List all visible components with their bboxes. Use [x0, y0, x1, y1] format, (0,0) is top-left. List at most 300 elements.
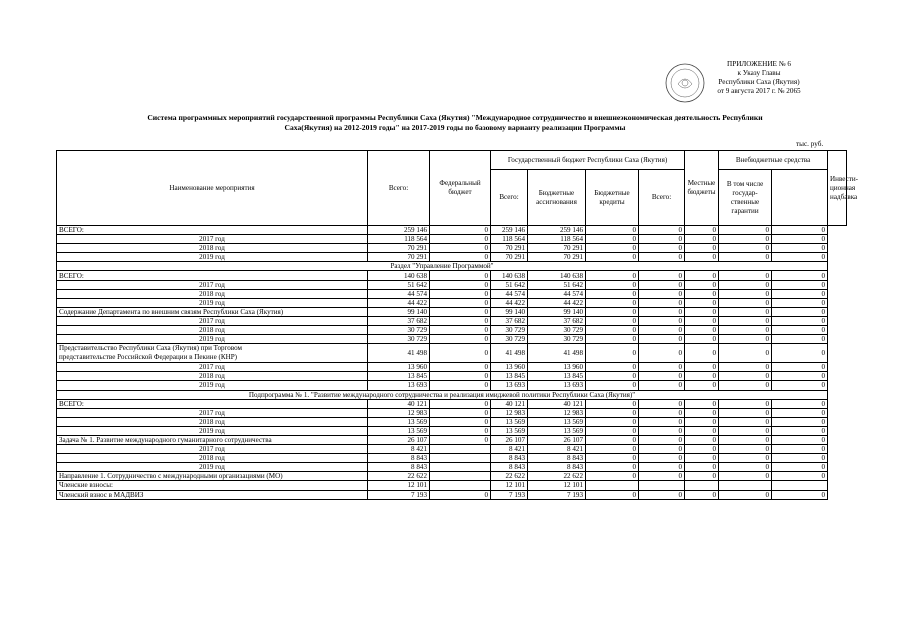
value-cell: 13 569	[491, 426, 528, 435]
value-cell: 37 682	[491, 316, 528, 325]
header-state-total: Всего:	[491, 170, 528, 226]
year-label: 2019 год	[57, 463, 368, 472]
value-cell	[430, 454, 491, 463]
value-cell: 0	[639, 253, 685, 262]
value-cell: 0	[772, 316, 828, 325]
value-cell: 0	[430, 372, 491, 381]
value-cell: 0	[430, 271, 491, 280]
value-cell: 0	[719, 472, 772, 481]
value-cell: 7 193	[528, 490, 586, 499]
value-cell: 0	[772, 381, 828, 390]
value-cell: 44 422	[528, 298, 586, 307]
table-row	[57, 490, 847, 499]
value-cell: 8 843	[528, 454, 586, 463]
value-cell: 0	[586, 226, 639, 235]
value-cell: 0	[586, 472, 639, 481]
value-cell: 41 498	[491, 344, 528, 363]
value-cell: 0	[430, 381, 491, 390]
value-cell: 13 569	[491, 417, 528, 426]
value-cell: 0	[639, 235, 685, 244]
value-cell: 0	[772, 344, 828, 363]
value-cell: 30 729	[368, 335, 430, 344]
value-cell: 0	[719, 289, 772, 298]
value-cell: 0	[772, 280, 828, 289]
year-label: 2018 год	[57, 372, 368, 381]
activity-name: Членские взносы:	[57, 481, 368, 490]
value-cell: 0	[685, 326, 719, 335]
value-cell: 22 622	[528, 472, 586, 481]
value-cell: 0	[719, 372, 772, 381]
value-cell: 51 642	[491, 280, 528, 289]
table-body	[57, 226, 847, 500]
value-cell: 0	[586, 271, 639, 280]
value-cell: 0	[772, 408, 828, 417]
value-cell: 0	[685, 417, 719, 426]
value-cell: 0	[586, 399, 639, 408]
value-cell: 259 146	[368, 226, 430, 235]
annex-line-4: от 9 августа 2017 г. № 2065	[717, 87, 801, 95]
value-cell: 0	[719, 316, 772, 325]
activity-name: ВСЕГО:	[57, 226, 368, 235]
value-cell: 140 638	[528, 271, 586, 280]
table-row	[57, 244, 847, 253]
value-cell: 41 498	[368, 344, 430, 363]
title-line-1: Система программных мероприятий государственной программы Республики Саха (Якутия) "Международное сотрудничество и внешнеэкономическая деятельность Республики	[147, 113, 763, 122]
value-cell: 41 498	[528, 344, 586, 363]
annex-block	[664, 60, 814, 106]
table-row	[57, 262, 847, 271]
value-cell: 0	[719, 344, 772, 363]
value-cell: 26 107	[368, 435, 430, 444]
activity-name-line-2: представительстве Российской Федерации в Пекине (КНР)	[59, 353, 238, 362]
value-cell: 40 121	[491, 399, 528, 408]
value-cell: 0	[685, 363, 719, 372]
value-cell: 0	[430, 235, 491, 244]
table-row	[57, 481, 847, 490]
value-cell: 12 983	[368, 408, 430, 417]
value-cell: 0	[430, 363, 491, 372]
value-cell: 0	[586, 326, 639, 335]
value-cell: 13 569	[368, 417, 430, 426]
value-cell: 0	[772, 426, 828, 435]
value-cell: 30 729	[491, 326, 528, 335]
value-cell: 0	[685, 226, 719, 235]
value-cell: 0	[586, 363, 639, 372]
value-cell: 0	[639, 335, 685, 344]
program-table	[56, 150, 859, 500]
value-cell: 30 729	[368, 326, 430, 335]
value-cell: 44 574	[528, 289, 586, 298]
value-cell: 0	[430, 335, 491, 344]
value-cell: 51 642	[368, 280, 430, 289]
value-cell: 0	[719, 326, 772, 335]
value-cell: 0	[430, 417, 491, 426]
value-cell: 0	[430, 307, 491, 316]
value-cell: 0	[719, 363, 772, 372]
value-cell: 0	[639, 445, 685, 454]
year-label: 2019 год	[57, 253, 368, 262]
value-cell: 0	[685, 399, 719, 408]
value-cell: 0	[719, 244, 772, 253]
value-cell: 0	[719, 298, 772, 307]
value-cell: 0	[772, 271, 828, 280]
value-cell: 0	[685, 335, 719, 344]
value-cell	[772, 481, 828, 490]
value-cell: 0	[719, 271, 772, 280]
table-row	[57, 390, 847, 399]
value-cell: 0	[586, 490, 639, 499]
table-row	[57, 280, 847, 289]
value-cell: 0	[685, 426, 719, 435]
table-row	[57, 454, 847, 463]
year-label: 2018 год	[57, 454, 368, 463]
value-cell: 13 693	[528, 381, 586, 390]
value-cell: 70 291	[528, 244, 586, 253]
activity-name: ВСЕГО:	[57, 399, 368, 408]
year-label: 2017 год	[57, 363, 368, 372]
value-cell: 0	[719, 335, 772, 344]
value-cell: 99 140	[491, 307, 528, 316]
value-cell: 0	[685, 435, 719, 444]
value-cell: 0	[639, 417, 685, 426]
value-cell: 0	[685, 381, 719, 390]
value-cell: 0	[586, 417, 639, 426]
activity-name	[57, 344, 368, 363]
value-cell: 0	[430, 298, 491, 307]
table-row	[57, 344, 847, 363]
section-heading: Раздел "Управление Программой"	[57, 262, 828, 271]
value-cell: 140 638	[491, 271, 528, 280]
value-cell: 0	[639, 316, 685, 325]
value-cell: 37 682	[528, 316, 586, 325]
value-cell: 0	[586, 235, 639, 244]
value-cell: 0	[430, 226, 491, 235]
value-cell	[586, 481, 639, 490]
value-cell: 0	[772, 363, 828, 372]
table-row	[57, 408, 847, 417]
value-cell: 12 983	[528, 408, 586, 417]
table-row	[57, 381, 847, 390]
value-cell: 13 845	[528, 372, 586, 381]
value-cell: 259 146	[528, 226, 586, 235]
value-cell: 0	[586, 445, 639, 454]
value-cell: 99 140	[528, 307, 586, 316]
value-cell: 0	[586, 244, 639, 253]
header-total: Всего:	[368, 151, 430, 226]
annex-line-2: к Указу Главы	[737, 69, 781, 77]
activity-name: Содержание Департамента по внешним связям Республики Саха (Якутия)	[57, 307, 368, 316]
table-row	[57, 307, 847, 316]
year-label: 2019 год	[57, 426, 368, 435]
value-cell: 44 422	[368, 298, 430, 307]
value-cell: 0	[772, 372, 828, 381]
value-cell: 12 101	[528, 481, 586, 490]
value-cell: 0	[639, 399, 685, 408]
value-cell: 70 291	[491, 244, 528, 253]
value-cell: 70 291	[491, 253, 528, 262]
table-row	[57, 289, 847, 298]
value-cell: 0	[639, 289, 685, 298]
value-cell: 0	[639, 307, 685, 316]
value-cell: 0	[639, 344, 685, 363]
value-cell: 0	[685, 298, 719, 307]
value-cell: 0	[586, 463, 639, 472]
year-label: 2017 год	[57, 445, 368, 454]
value-cell: 118 564	[491, 235, 528, 244]
value-cell: 0	[685, 490, 719, 499]
value-cell: 0	[430, 280, 491, 289]
value-cell: 0	[586, 372, 639, 381]
value-cell: 8 421	[491, 445, 528, 454]
value-cell: 8 421	[528, 445, 586, 454]
table-row	[57, 253, 847, 262]
value-cell: 0	[719, 435, 772, 444]
value-cell: 0	[719, 280, 772, 289]
activity-name: Членский взнос в МАДВИЗ	[57, 490, 368, 499]
value-cell: 0	[430, 253, 491, 262]
value-cell: 0	[586, 298, 639, 307]
year-label: 2018 год	[57, 289, 368, 298]
value-cell: 0	[685, 445, 719, 454]
value-cell: 0	[639, 298, 685, 307]
value-cell: 0	[586, 289, 639, 298]
value-cell: 13 845	[491, 372, 528, 381]
unit-label: тыс. руб.	[796, 140, 824, 148]
header-federal: Федеральный бюджет	[430, 151, 491, 226]
year-label: 2018 год	[57, 417, 368, 426]
value-cell: 0	[772, 399, 828, 408]
value-cell: 0	[772, 445, 828, 454]
value-cell: 118 564	[368, 235, 430, 244]
value-cell: 0	[430, 326, 491, 335]
value-cell: 118 564	[528, 235, 586, 244]
value-cell: 0	[685, 316, 719, 325]
value-cell: 0	[719, 399, 772, 408]
value-cell: 0	[719, 226, 772, 235]
year-label: 2017 год	[57, 280, 368, 289]
value-cell: 0	[430, 426, 491, 435]
value-cell: 0	[586, 408, 639, 417]
value-cell: 40 121	[368, 399, 430, 408]
header-state-group: Государственный бюджет Республики Саха (Якутия)	[491, 151, 685, 170]
value-cell	[430, 463, 491, 472]
year-label: 2017 год	[57, 316, 368, 325]
value-cell: 13 960	[491, 363, 528, 372]
year-label: 2019 год	[57, 298, 368, 307]
value-cell: 0	[772, 298, 828, 307]
value-cell: 40 121	[528, 399, 586, 408]
value-cell: 0	[719, 463, 772, 472]
value-cell: 0	[639, 226, 685, 235]
value-cell: 0	[586, 426, 639, 435]
header-extra-group: Внебюджетные средства	[719, 151, 828, 170]
value-cell: 0	[685, 344, 719, 363]
value-cell: 0	[685, 307, 719, 316]
value-cell: 0	[772, 463, 828, 472]
value-cell: 0	[772, 289, 828, 298]
value-cell: 51 642	[528, 280, 586, 289]
value-cell: 0	[719, 490, 772, 499]
table-row	[57, 435, 847, 444]
value-cell: 0	[772, 226, 828, 235]
value-cell: 0	[639, 372, 685, 381]
value-cell: 0	[685, 408, 719, 417]
header-extra-total: Всего:	[639, 170, 685, 226]
value-cell: 0	[586, 280, 639, 289]
year-label: 2017 год	[57, 235, 368, 244]
table-row	[57, 363, 847, 372]
value-cell: 0	[586, 435, 639, 444]
value-cell: 44 574	[368, 289, 430, 298]
value-cell: 7 193	[491, 490, 528, 499]
value-cell: 13 693	[491, 381, 528, 390]
value-cell: 0	[772, 326, 828, 335]
value-cell: 0	[772, 454, 828, 463]
header-invest: Инвести-ционная надбавка	[828, 151, 847, 226]
table-row	[57, 472, 847, 481]
table-row	[57, 417, 847, 426]
value-cell: 0	[719, 307, 772, 316]
value-cell: 70 291	[368, 253, 430, 262]
annex-line-3: Республики Саха (Якутия)	[718, 78, 800, 86]
value-cell: 99 140	[368, 307, 430, 316]
value-cell: 7 193	[368, 490, 430, 499]
value-cell: 0	[719, 417, 772, 426]
value-cell: 0	[772, 417, 828, 426]
value-cell: 13 569	[528, 426, 586, 435]
value-cell: 13 569	[368, 426, 430, 435]
table-row	[57, 326, 847, 335]
value-cell: 0	[430, 435, 491, 444]
table-row	[57, 298, 847, 307]
value-cell	[685, 481, 719, 490]
year-label: 2019 год	[57, 335, 368, 344]
year-label: 2017 год	[57, 408, 368, 417]
table-row	[57, 399, 847, 408]
header-state-alloc: Бюджетные ассигнования	[528, 170, 586, 226]
value-cell: 37 682	[368, 316, 430, 325]
value-cell: 8 843	[491, 454, 528, 463]
value-cell: 0	[685, 463, 719, 472]
value-cell: 0	[772, 307, 828, 316]
value-cell: 0	[685, 280, 719, 289]
value-cell: 0	[719, 408, 772, 417]
value-cell: 0	[586, 335, 639, 344]
value-cell: 0	[430, 244, 491, 253]
table-row	[57, 426, 847, 435]
value-cell: 259 146	[491, 226, 528, 235]
value-cell: 0	[639, 271, 685, 280]
value-cell: 0	[772, 335, 828, 344]
table-row	[57, 335, 847, 344]
value-cell: 70 291	[368, 244, 430, 253]
value-cell: 0	[772, 490, 828, 499]
value-cell: 0	[719, 381, 772, 390]
value-cell: 8 843	[528, 463, 586, 472]
table-row	[57, 316, 847, 325]
value-cell: 0	[586, 454, 639, 463]
value-cell	[430, 481, 491, 490]
value-cell: 8 843	[368, 463, 430, 472]
table-row	[57, 235, 847, 244]
value-cell: 0	[430, 399, 491, 408]
value-cell: 0	[639, 490, 685, 499]
document-title	[60, 113, 850, 133]
value-cell: 0	[639, 435, 685, 444]
value-cell: 0	[719, 253, 772, 262]
value-cell: 0	[430, 344, 491, 363]
value-cell: 13 960	[368, 363, 430, 372]
value-cell: 44 422	[491, 298, 528, 307]
activity-name: ВСЕГО:	[57, 271, 368, 280]
value-cell: 0	[719, 454, 772, 463]
value-cell	[430, 445, 491, 454]
section-heading: Подпрограмма № 1. "Развитие международного сотрудничества и реализация имиджевой политики Республики Саха (Якутия)"	[57, 390, 828, 399]
value-cell: 0	[685, 372, 719, 381]
value-cell: 0	[430, 289, 491, 298]
table-row	[57, 271, 847, 280]
value-cell: 0	[586, 381, 639, 390]
activity-name-line-1: Представительство Республики Саха (Якутия) при Торговом	[59, 344, 243, 353]
value-cell: 13 845	[368, 372, 430, 381]
value-cell: 0	[719, 235, 772, 244]
value-cell: 0	[772, 253, 828, 262]
value-cell: 13 960	[528, 363, 586, 372]
value-cell: 0	[685, 244, 719, 253]
value-cell: 0	[430, 316, 491, 325]
value-cell: 30 729	[528, 335, 586, 344]
header-name: Наименование мероприятия	[57, 151, 368, 226]
annex-line-1: ПРИЛОЖЕНИЕ № 6	[727, 60, 791, 68]
table-row	[57, 445, 847, 454]
value-cell: 0	[586, 316, 639, 325]
value-cell: 8 421	[368, 445, 430, 454]
value-cell: 22 622	[491, 472, 528, 481]
table-row	[57, 372, 847, 381]
value-cell: 0	[685, 289, 719, 298]
year-label: 2019 год	[57, 381, 368, 390]
value-cell: 0	[430, 490, 491, 499]
value-cell: 8 843	[491, 463, 528, 472]
value-cell: 8 843	[368, 454, 430, 463]
activity-name: Задача № 1. Развитие международного гуманитарного сотрудничества	[57, 435, 368, 444]
value-cell: 0	[685, 271, 719, 280]
value-cell: 13 569	[528, 417, 586, 426]
value-cell: 0	[719, 426, 772, 435]
value-cell: 0	[685, 235, 719, 244]
header-extra-guarantees: В том числе государ-ственные гарантии	[719, 170, 772, 226]
value-cell: 30 729	[528, 326, 586, 335]
value-cell: 0	[430, 408, 491, 417]
annex-text	[700, 60, 818, 96]
value-cell: 30 729	[491, 335, 528, 344]
value-cell: 0	[586, 253, 639, 262]
value-cell: 0	[772, 435, 828, 444]
value-cell: 0	[639, 463, 685, 472]
value-cell: 0	[772, 235, 828, 244]
value-cell: 44 574	[491, 289, 528, 298]
value-cell: 12 101	[491, 481, 528, 490]
value-cell: 70 291	[528, 253, 586, 262]
value-cell: 0	[719, 445, 772, 454]
value-cell: 13 693	[368, 381, 430, 390]
value-cell: 0	[639, 244, 685, 253]
value-cell: 26 107	[491, 435, 528, 444]
value-cell	[430, 472, 491, 481]
table-row	[57, 463, 847, 472]
value-cell: 0	[685, 253, 719, 262]
year-label: 2018 год	[57, 326, 368, 335]
